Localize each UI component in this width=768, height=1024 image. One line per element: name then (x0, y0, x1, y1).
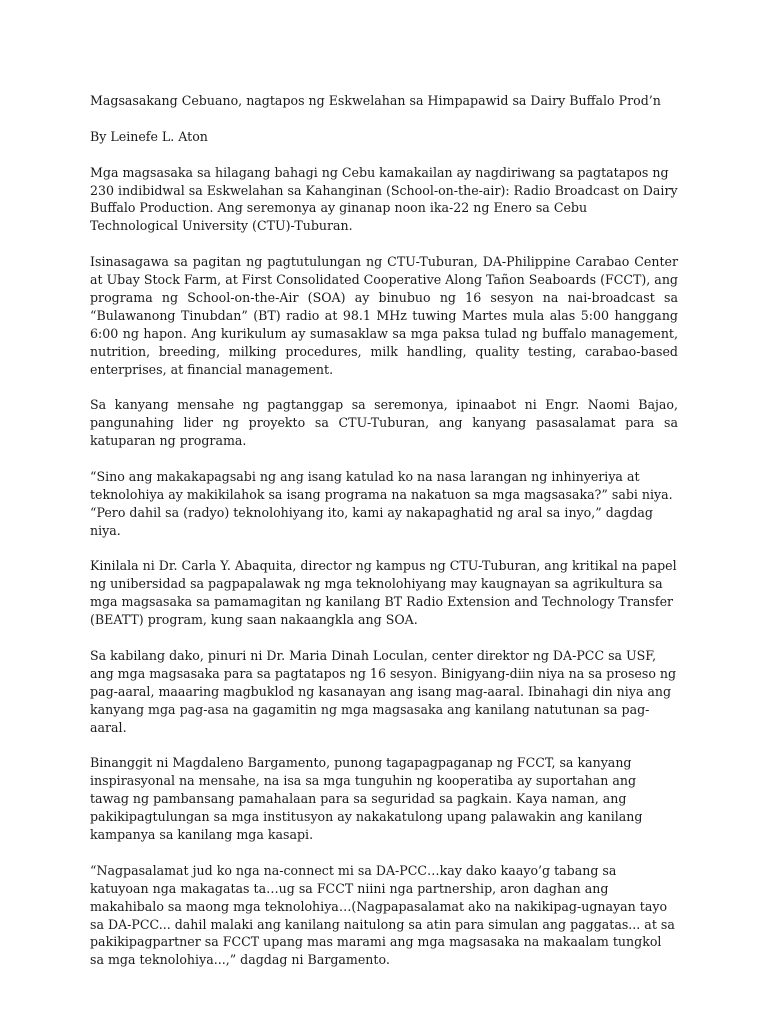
paragraph-bargamento-quote: “Nagpasalamat jud ko nga na-connect mi sa DA-PCC…kay dako kaayo’g tabang sa katuyoan nga makagatas ta…ug sa FCCT niini nga partnership, aron daghan ang makahibalo sa maong mga teknolohiya…(Nagpapasalamat ako na nakikipag-ugnayan tayo sa DA-PCC... dahil malaki ang kanilang naitulong sa atin para simulan ang paggatas... at sa pakikipagpartner sa FCCT upang mas marami ang mga magsasaka na makaalam tungkol sa mga teknolohiya...,” dagdag ni Bargamento. (90, 862, 675, 968)
paragraph-loculan: Sa kabilang dako, pinuri ni Dr. Maria Dinah Loculan, center direktor ng DA-PCC sa USF, ang mga magsasaka para sa pagtatapos ng 16 sesyon. Binigyang-diin niya na sa proseso ng pag-aaral, maaaring magbuklod ng kasanayan ang isang mag-aaral. Ibinahagi din niya ang kanyang mga pag-asa na gagamitin ng mga magsasaka ang kanilang natutunan sa pag-aaral. (90, 647, 677, 735)
paragraph-abaquita: Kinilala ni Dr. Carla Y. Abaquita, director ng kampus ng CTU-Tuburan, ang kritikal na papel ng unibersidad sa pagpapalawak ng mga teknolohiyang may kaugnayan sa agrikultura sa mga magsasaka sa pamamagitan ng kanilang BT Radio Extension and Technology Transfer (BEATT) program, kung saan nakaangkla ang SOA. (90, 558, 677, 628)
article-body (90, 92, 678, 987)
article-title: Magsasakang Cebuano, nagtapos ng Eskwelahan sa Himpapawid sa Dairy Buffalo Prod’n (90, 93, 661, 108)
paragraph-program-details: Isinasagawa sa pagitan ng pagtutulungan ng CTU-Tuburan, DA-Philippine Carabao Center at Ubay Stock Farm, at First Consolidated Cooperative Along Tañon Seaboards (FCCT), ang programa ng School-on-the-Air (SOA) ay binubuo ng 16 sesyon na nai-broadcast sa “Bulawanong Tinubdan” (BT) radio at 98.1 MHz tuwing Martes mula alas 5:00 hanggang 6:00 ng hapon. Ang kurikulum ay sumasaklaw sa mga paksa tulad ng buffalo management, nutrition, breeding, milking procedures, milk handling, quality testing, carabao-based enterprises, at financial management. (90, 254, 678, 377)
paragraph-bargamento: Binanggit ni Magdaleno Bargamento, punong tagapagpaganap ng FCCT, sa kanyang inspirasyonal na mensahe, na isa sa mga tunguhin ng kooperatiba ay suportahan ang tawag ng pambansang pamahalaan para sa seguridad sa pagkain. Kaya naman, ang pakikipagtulungan sa mga institusyon ay nakakatulong upang palawakin ang kanilang kampanya sa kanilang mga kasapi. (90, 755, 643, 843)
paragraph-welcome-message: Sa kanyang mensahe ng pagtanggap sa seremonya, ipinaabot ni Engr. Naomi Bajao, pangunahing lider ng proyekto sa CTU-Tuburan, ang kanyang pasasalamat para sa katuparan ng programa. (90, 397, 678, 449)
article-byline: By Leinefe L. Aton (90, 128, 208, 144)
paragraph-bajao-quote: “Sino ang makakapagsabi ng ang isang katulad ko na nasa larangan ng inhinyeriya at teknolohiya ay makikilahok sa isang programa na nakatuon sa mga magsasaka?” sabi niya. “Pero dahil sa (radyo) teknolohiyang ito, kami ay nakapaghatid ng aral sa inyo,” dagdag niya. (90, 468, 673, 538)
paragraph-intro: Mga magsasaka sa hilagang bahagi ng Cebu kamakailan ay nagdiriwang sa pagtatapos ng 230 indibidwal sa Eskwelahan sa Kahanginan (School-on-the-air): Radio Broadcast on Dairy Buffalo Production. Ang seremonya ay ginanap noon ika-22 ng Enero sa Cebu Technological University (CTU)-Tuburan. (90, 164, 678, 234)
